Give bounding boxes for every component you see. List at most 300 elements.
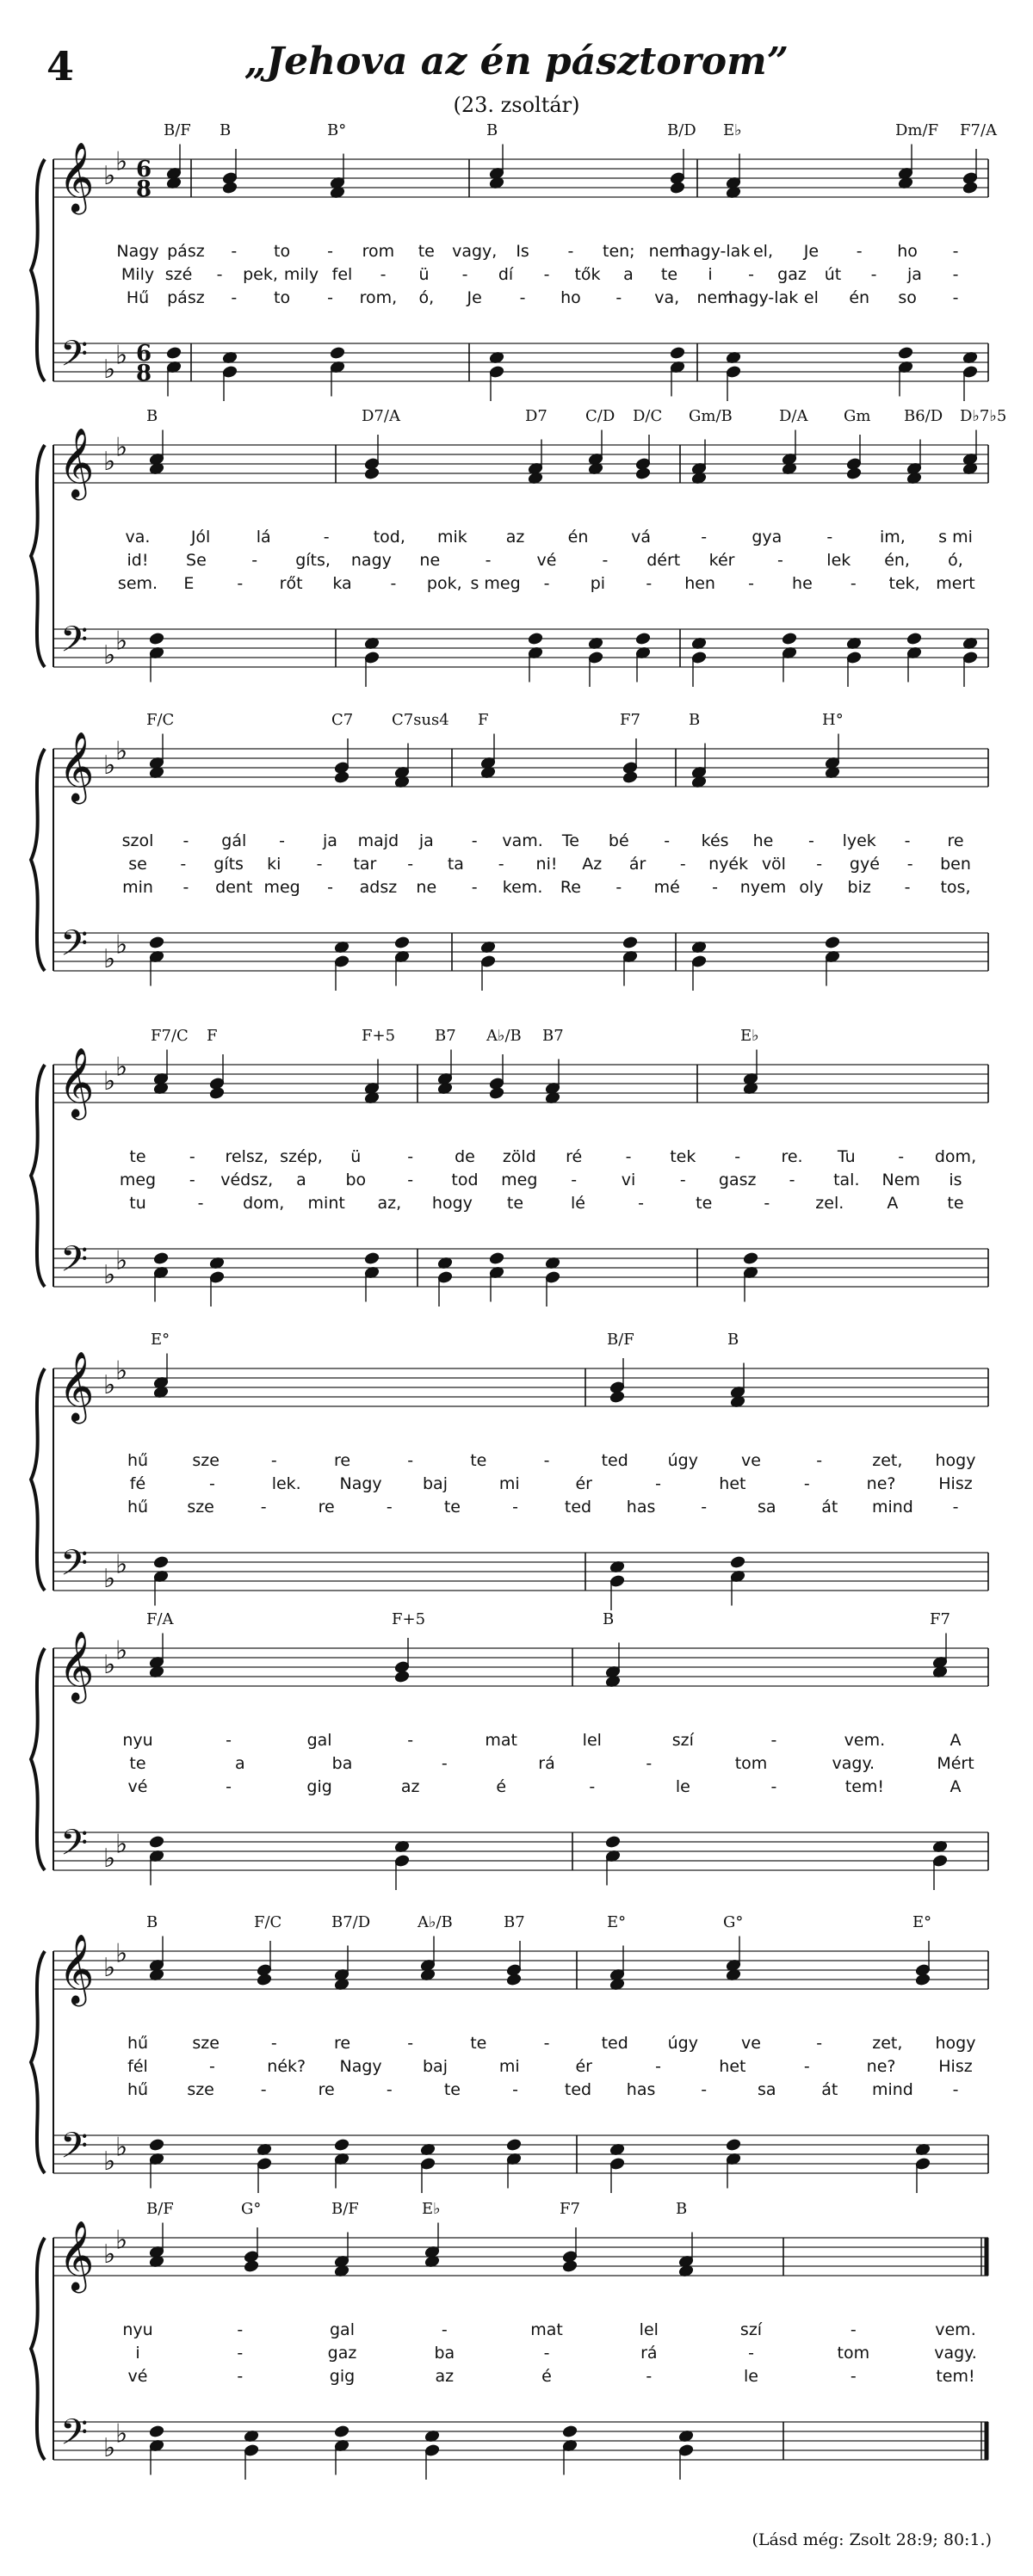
lyric-syllable: - [237,2320,244,2339]
lyric-syllable: - [386,2080,393,2099]
lyric-syllable: lek [826,551,851,570]
flat-icon: ♭ [115,736,128,767]
lyric-syllable: i [708,265,713,284]
lyric-syllable: pi [590,574,606,593]
chord-symbol: B [676,2200,688,2218]
lyric-syllable: Az [582,855,603,874]
lyric-syllable: - [270,2034,277,2053]
lyric-syllable: - [231,242,238,261]
lyric-syllable: te [129,1754,146,1773]
note-head [149,2425,164,2438]
lyric-syllable: úgy [667,2034,698,2053]
bass-clef-icon: 𝄢 [60,333,89,383]
lyric-syllable: szép, [280,1147,323,1166]
lyrics-verse-1 [122,1731,961,1750]
treble-staff [53,1368,988,1406]
lyric-syllable: szí [671,1731,694,1750]
note-head [334,955,349,968]
lyric-syllable: nyék [708,855,749,874]
note-head [166,347,182,360]
chord-symbol: B [727,1331,739,1349]
lyric-syllable: vé [127,1777,148,1796]
lyric-syllable: ki [267,855,281,874]
lyric-syllable: mind [871,1498,913,1517]
lyric-syllable: majd [357,831,399,850]
lyrics-verse-3 [128,2367,975,2386]
note-head [153,1252,169,1265]
lyric-syllable: sze [187,1498,214,1517]
time-signature-top: 6 [136,341,152,367]
chord-symbols [146,2200,687,2218]
treble-clef-icon: 𝄞 [59,427,95,497]
lyric-syllable: - [512,2080,518,2099]
flat-icon: ♭ [115,2418,128,2449]
lyric-syllable: te [418,242,435,261]
lyric-syllable: te [470,2034,487,2053]
lyric-syllable: baj [423,1474,448,1493]
lyric-syllable: - [826,528,833,547]
lyric-syllable: meg [501,1171,538,1189]
lyric-syllable: - [386,1498,393,1517]
bass-staff [53,1829,988,1870]
chord-symbol: F/C [146,711,175,729]
lyric-syllable: - [589,1777,596,1796]
lyric-syllable: - [807,831,814,850]
lyric-syllable: - [850,574,857,593]
lyric-syllable: re [947,831,964,850]
treble-clef-icon: 𝄞 [59,2220,95,2290]
note-head [528,633,543,646]
lyric-syllable: - [664,831,671,850]
chord-symbols [151,1331,739,1349]
lyric-syllable: pok, [426,574,462,593]
flat-icon: ♭ [103,1650,116,1680]
chord-symbols [164,121,998,139]
note-head [334,2425,349,2438]
lyric-syllable: - [952,2080,959,2099]
lyric-syllable: zet, [872,2034,903,2053]
lyric-syllable: - [638,1194,645,1213]
lyric-syllable: hű [127,2080,149,2099]
lyric-syllable: he [792,574,813,593]
lyric-syllable: - [237,2367,244,2386]
flat-icon: ♭ [115,1356,128,1387]
lyric-syllable: - [380,265,387,284]
lyric-syllable: - [655,1474,661,1493]
note-head [489,1252,504,1265]
brace [31,445,45,667]
chord-symbol: B [603,1610,615,1628]
note-head [394,936,410,949]
lyric-syllable: mily [283,265,319,284]
note-head [635,467,651,480]
lyric-syllable: ér [575,1474,592,1493]
lyric-syllable: has [626,2080,656,2099]
lyric-syllable: - [471,831,478,850]
lyric-syllable: hogy [431,1194,473,1213]
lyric-syllable: ja [323,831,337,850]
lyric-syllable: szé [164,265,193,284]
lyric-syllable: dom, [243,1194,285,1213]
chord-symbol: B [220,121,232,139]
chord-symbol: F7/A [960,121,998,139]
note-head [670,347,685,360]
lyric-syllable: zel. [815,1194,844,1213]
lyric-syllable: - [701,1498,708,1517]
lyrics-verse-1 [127,2034,976,2053]
brace [31,159,45,381]
note-head [149,936,164,949]
flat-icon: ♭ [115,2225,128,2256]
note-head [962,652,978,664]
chord-symbol: G° [241,2200,262,2218]
lyric-syllable: - [952,288,959,307]
chord-symbol: B/F [146,2200,174,2218]
flat-icon: ♭ [103,2433,116,2463]
chord-symbol: F/A [146,1610,174,1628]
chord-symbol: F7 [620,711,640,729]
lyric-syllable: - [625,1147,632,1166]
lyric-syllable: fé [129,1474,146,1493]
lyrics-verse-2 [128,855,971,874]
lyric-syllable: - [208,2057,215,2076]
note-head [962,182,978,195]
flat-icon: ♭ [103,1066,116,1096]
bass-clef-icon: 𝄢 [60,923,89,973]
lyric-syllable: vem. [844,1731,886,1750]
note-head [545,1271,560,1284]
chord-symbols [146,407,1006,425]
note-head [506,1974,522,1986]
lyric-syllable: - [260,1498,267,1517]
lyric-syllable: ve [741,1451,761,1470]
lyric-syllable: - [567,242,574,261]
chord-symbol: G° [723,1913,744,1931]
brace [31,749,45,971]
system-1 [31,121,998,401]
lyric-syllable: út [824,265,842,284]
lyric-syllable: - [512,1498,518,1517]
lyric-syllable: vagy. [832,1754,875,1773]
chord-symbol: B [689,711,701,729]
lyric-syllable: va. [125,528,151,547]
lyric-syllable: - [189,1147,195,1166]
chord-symbol: F7/C [151,1027,189,1045]
lyric-syllable: gyé [849,855,880,874]
lyric-syllable: kér [708,551,735,570]
lyric-syllable: az [505,528,525,547]
lyric-syllable: én, [884,551,910,570]
lyrics-verse-1 [122,2320,975,2339]
lyric-syllable: tem! [936,2367,975,2386]
lyric-syllable: fel [331,265,353,284]
lyric-syllable: ó, [948,551,963,570]
lyric-syllable: oly [799,878,824,897]
chord-symbol: F7 [560,2200,580,2218]
lyric-syllable: re [318,1498,335,1517]
lyric-syllable: - [327,242,333,261]
flat-icon: ♭ [103,2239,116,2270]
lyric-syllable: E [183,574,195,593]
note-head [726,2139,741,2152]
lyric-syllable: ted [601,2034,628,2053]
lyric-syllable: ne? [866,2057,896,2076]
lyric-syllable: - [655,2057,661,2076]
chord-symbol: D7/A [362,407,400,425]
lyric-syllable: hen [684,574,715,593]
flat-icon: ♭ [115,1245,128,1276]
lyric-syllable: he [752,831,774,850]
note-head [622,936,638,949]
note-head [420,2158,436,2171]
lyrics-verse-2 [135,2344,976,2363]
lyric-syllable: - [390,574,397,593]
chord-symbol: F/C [254,1913,282,1931]
lyric-syllable: lé [571,1194,585,1213]
lyric-syllable: vam. [502,831,543,850]
lyric-syllable: ne [416,878,437,897]
lyric-syllable: sze [192,2034,220,2053]
chord-symbol: B [146,407,158,425]
chord-symbol: E° [912,1913,932,1931]
lyric-syllable: ho [560,288,581,307]
flat-icon: ♭ [115,930,128,961]
lyric-syllable: vé [536,551,557,570]
chord-symbol: Gm [844,407,871,425]
lyric-syllable: ka [332,574,352,593]
hymn-number: 4 [46,43,75,90]
lyric-syllable: Tu [837,1147,856,1166]
lyric-syllable: - [952,265,959,284]
lyric-syllable: - [407,855,414,874]
lyric-syllable: szol [121,831,154,850]
lyric-syllable: pek, [243,265,278,284]
chord-symbol: B/D [667,121,696,139]
lyric-syllable: mat [530,2320,563,2339]
note-head [609,1575,625,1588]
lyric-syllable: hagy-lak [679,242,751,261]
lyric-syllable: - [543,1451,550,1470]
lyric-syllable: ted [564,2080,592,2099]
lyric-syllable: tar [353,855,377,874]
lyric-syllable: biz [847,878,871,897]
treble-staff [53,2238,988,2276]
lyrics-verse-1 [122,831,964,850]
treble-clef-icon: 𝄞 [59,731,95,801]
note-head [622,771,638,784]
flat-icon: ♭ [115,2132,128,2163]
lyrics-verse-3 [129,1194,963,1213]
bass-staff [53,2422,988,2460]
chord-symbol: F+5 [392,1610,426,1628]
lyric-syllable: Is [516,242,529,261]
hymn-subtitle: (23. zsoltár) [453,93,580,117]
lyrics-verse-2 [130,1474,973,1493]
brace [31,1648,45,1870]
lyric-syllable: dent [215,878,253,897]
flat-icon: ♭ [103,1564,116,1594]
lyric-syllable: rőt [279,574,303,593]
chord-symbols [146,1913,931,1931]
chord-symbol: B7 [542,1027,564,1045]
lyric-syllable: - [226,1777,232,1796]
lyric-syllable: az [435,2367,455,2386]
lyric-syllable: - [189,1171,195,1189]
note-head [334,771,349,784]
lyric-syllable: adsz [359,878,398,897]
lyric-syllable: vé [127,2367,148,2386]
lyric-syllable: sa [758,2080,776,2099]
lyric-syllable: - [748,265,754,284]
flat-icon: ♭ [103,751,116,781]
lyric-syllable: va, [654,288,680,307]
flat-icon: ♭ [103,1260,116,1290]
lyric-syllable: tal. [833,1171,860,1189]
brace [31,1368,45,1591]
lyric-syllable: - [748,574,754,593]
lyric-syllable: ba [331,1754,353,1773]
chord-symbol: E° [607,1913,627,1931]
lyric-syllable: pász [167,288,205,307]
lyric-syllable: has [626,1498,656,1517]
bass-clef-icon: 𝄢 [60,1239,89,1288]
note-head [691,955,707,968]
lyric-syllable: Re [560,878,581,897]
lyric-syllable: - [180,855,187,874]
lyric-syllable: rá [538,1754,555,1773]
lyric-syllable: te [696,1194,713,1213]
note-head [424,2444,440,2457]
lyric-syllable: tos, [940,878,971,897]
lyrics-verse-2 [127,551,963,570]
lyrics-verse-2 [121,265,959,284]
lyric-syllable: - [748,2344,754,2363]
lyric-syllable: ho [897,242,918,261]
chord-symbol: B7/D [331,1913,371,1931]
lyric-syllable: so [898,288,917,307]
lyric-syllable: min [122,878,153,897]
lyric-syllable: - [712,878,719,897]
hymn-title: „Jehova az én pásztorom” [244,40,789,83]
lyric-syllable: het [719,1474,746,1493]
treble-staff [53,1065,988,1103]
lyric-syllable: - [407,1147,414,1166]
lyric-syllable: - [197,1194,204,1213]
system-8 [31,2200,988,2480]
lyric-syllable: ü [418,265,430,284]
lyrics-verse-3 [127,288,959,307]
lyric-syllable: te [470,1451,487,1470]
flat-icon: ♭ [103,1370,116,1400]
lyric-syllable: völ [761,855,786,874]
lyric-syllable: - [231,288,238,307]
chord-symbols [146,1610,950,1628]
lyric-syllable: gig [306,1777,332,1796]
lyric-syllable: lyek [842,831,876,850]
lyric-syllable: - [701,528,708,547]
lyric-syllable: dí [498,265,514,284]
lyric-syllable: - [646,1754,653,1773]
note-head [334,2139,349,2152]
lyric-syllable: vagy, [452,242,498,261]
lyric-syllable: tek, [888,574,920,593]
note-head [906,633,922,646]
lyric-syllable: se [128,855,147,874]
lyric-syllable: - [441,2320,448,2339]
lyric-syllable: te [506,1194,524,1213]
lyric-syllable: - [543,2344,550,2363]
lyric-syllable: lá [256,528,271,547]
chord-symbol: F+5 [362,1027,396,1045]
lyric-syllable: re [333,1451,351,1470]
lyric-syllable: - [734,1147,741,1166]
lyric-syllable: - [571,1171,578,1189]
lyric-syllable: - [646,2367,653,2386]
lyric-syllable: - [776,551,783,570]
lyrics-verse-1 [127,1451,976,1470]
lyric-syllable: tem! [844,1777,885,1796]
lyric-syllable: - [485,551,492,570]
note-head [257,1974,272,1986]
lyric-syllable: - [327,878,333,897]
lyric-syllable: - [816,2034,823,2053]
system-7 [31,1913,988,2193]
lyric-syllable: mind [871,2080,913,2099]
note-head [480,955,496,968]
lyric-syllable: ér [575,2057,592,2076]
flat-icon: ♭ [103,161,116,191]
note-head [562,2425,578,2438]
lyric-syllable: ja [907,265,922,284]
note-head [149,1836,164,1849]
bass-staff [53,933,988,971]
note-head [257,2158,272,2171]
lyric-syllable: hogy [935,2034,976,2053]
lyric-syllable: nem [696,288,733,307]
note-head [222,182,238,195]
treble-staff [53,159,988,197]
lyric-syllable: kem. [502,878,543,897]
chord-symbol: D/C [633,407,663,425]
lyric-syllable: s mi [938,528,973,547]
lyrics-verse-3 [128,1777,962,1796]
chord-symbol: E♭ [422,2200,441,2218]
bass-clef-icon: 𝄢 [60,2412,89,2462]
lyric-syllable: - [323,528,330,547]
note-head [609,2158,625,2171]
lyric-syllable: - [952,1498,959,1517]
note-head [670,182,685,195]
lyric-syllable: re. [781,1147,803,1166]
lyric-syllable: - [407,1451,414,1470]
lyric-syllable: zöld [502,1147,536,1166]
lyric-syllable: - [182,831,189,850]
system-3 [31,711,988,991]
lyric-syllable: vagy. [934,2344,977,2363]
chord-symbol: B [146,1913,158,1931]
lyrics-verse-2 [120,1171,962,1189]
lyric-syllable: s meg [470,574,521,593]
lyric-syllable: dom, [934,1147,977,1166]
lyric-syllable: ja [418,831,434,850]
note-head [609,1391,625,1404]
lyrics-verse-2 [129,1754,974,1773]
lyric-syllable: to [274,242,291,261]
lyric-syllable: - [407,1171,414,1189]
lyric-syllable: - [407,2034,414,2053]
lyric-syllable: gal [306,1731,332,1750]
flat-icon: ♭ [115,626,128,657]
